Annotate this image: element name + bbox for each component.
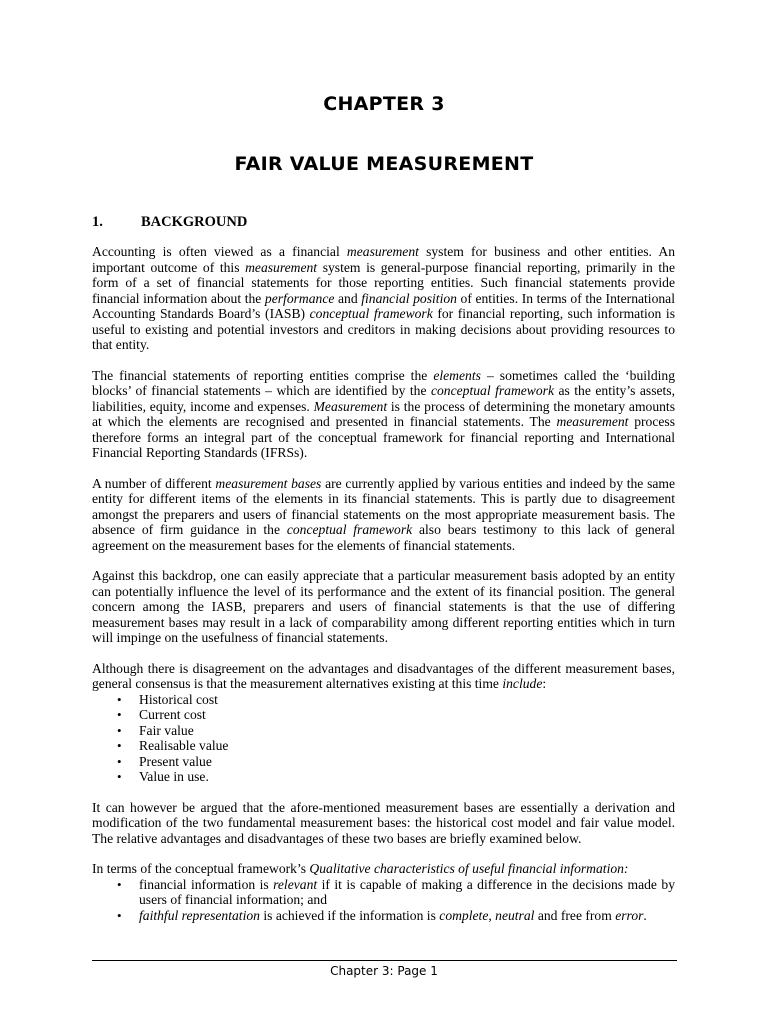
list-item-text: Value in use. [139,769,209,784]
paragraph-3 [92,476,675,554]
text-run: and free from [534,907,616,923]
text-run: if it is capable of making a difference in the decisions made by users of financial information; and [139,876,675,907]
chapter-number: CHAPTER 3 [323,93,445,115]
list-item-text: Current cost [139,707,206,722]
text-run: , [488,907,496,923]
list-item [92,723,675,739]
bullet-icon: • [117,753,122,769]
list-item [92,769,675,785]
text-run: . [643,907,647,923]
paragraph-1 [92,244,675,353]
emphasis: Qualitative characteristics of useful financial information: [309,861,629,876]
footer-divider [92,960,677,961]
text-run: of entities. In terms of the International Accounting Standards Board’s (IASB) [92,290,675,321]
text-run: is achieved if the information is [259,907,440,923]
text-run: for financial reporting, such information is useful to existing and potential investors and creditors in making decisions about providing resources to that entity. [92,306,675,352]
text-run: are currently applied by various entities and indeed by the same entity for different items of the elements in its financial statements. This is partly due to disagreement amongst the preparers and users of financial statements on the most appropriate measurement basis. The absence of firm guidance in the [92,475,676,537]
section-title: BACKGROUND [141,214,248,230]
list-item-text: Historical cost [139,691,218,707]
page-footer: Chapter 3: Page 1 [330,964,438,978]
text-run: is the process of determining the monetary amounts at which the elements are recognised and presented in financial statements. The [92,398,675,429]
paragraph-6: It can however be argued that the afore-mentioned measurement bases are essentially a derivation and modification of the two fundamental measurement bases: the historical cost model and fair value model. The relative advantages and disadvantages of these two bases are briefly examined below. [92,799,675,846]
paragraph-2 [92,368,675,461]
text-run: system for business and other entities. An important outcome of this [92,244,675,275]
body-text [92,244,675,923]
text-run: as the entity’s assets, liabilities, equity, income and expenses. [92,383,675,414]
text-run: Although there is disagreement on the advantages and disadvantages of the different measurement bases, general consensus is that the measurement alternatives existing at this time [92,660,675,691]
text-run: Accounting is often viewed as a financial [92,244,347,259]
emphasis: complete [439,907,489,923]
list-item-text: Realisable value [139,738,229,753]
paragraph-7 [92,861,675,877]
emphasis: faithful representation [139,907,260,923]
text-run: financial information is [139,876,274,892]
bullet-icon: • [117,769,122,784]
emphasis: conceptual framework [309,306,433,321]
text-run: system is general-purpose financial reporting, primarily in the form of a set of financial statements for those reporting entities. Such financial statements provide financial information about the [92,259,675,306]
list-item [92,877,675,908]
chapter-title: FAIR VALUE MEASUREMENT [234,153,534,175]
emphasis: relevant [273,876,318,892]
bullet-icon: • [117,738,122,753]
emphasis: measurement [556,414,629,429]
section-number: 1. [92,214,103,230]
qualitative-characteristics-list [92,877,675,924]
emphasis: financial position [361,290,457,306]
paragraph-4: Against this backdrop, one can easily appreciate that a particular measurement basis adopted by an entity can potentially influence the level of its performance and the extent of its financial position. The general concern among the IASB, preparers and users of financial statements is that the use of differing measurement bases may result in a lack of comparability among different reporting entities which in turn will impinge on the usefulness of financial statements. [92,568,675,645]
text-run: – sometimes called the ‘building blocks’ of financial statements – which are identified by the [92,367,675,398]
emphasis: neutral [495,907,535,923]
list-item [92,692,675,708]
emphasis: measurement [245,259,318,275]
emphasis: include [502,676,543,691]
emphasis: elements [433,367,481,383]
list-item [92,754,675,770]
measurement-bases-list [92,692,675,785]
section-heading [92,214,247,231]
text-run: The financial statements of reporting entities comprise the [92,367,434,383]
text-run: In terms of the conceptual framework’s [92,861,310,876]
text-run: : [542,676,547,691]
list-item-text: Present value [139,753,212,769]
bullet-icon: • [117,722,122,738]
emphasis: performance [264,290,335,306]
list-item-text: Fair value [139,722,194,738]
bullet-icon: • [117,876,122,892]
text-run: A number of different [92,475,216,491]
emphasis: measurement [346,244,419,259]
emphasis: conceptual framework [286,522,413,537]
emphasis: error [615,907,644,923]
bullet-icon: • [117,907,122,923]
list-item [92,908,675,924]
emphasis: measurement bases [215,475,322,491]
text-run: and [334,290,362,306]
emphasis: conceptual framework [430,383,554,398]
text-run: also bears testimony to this lack of general agreement on the measurement bases for the elements of financial statements. [92,522,675,553]
emphasis: Measurement [313,398,388,414]
list-item [92,738,675,754]
text-run: process therefore forms an integral part of the conceptual framework for financial reporting and International Financial Reporting Standards (IFRSs). [92,414,675,460]
bullet-icon: • [117,691,122,707]
paragraph-5 [92,661,675,692]
bullet-icon: • [117,707,122,722]
list-item [92,707,675,723]
